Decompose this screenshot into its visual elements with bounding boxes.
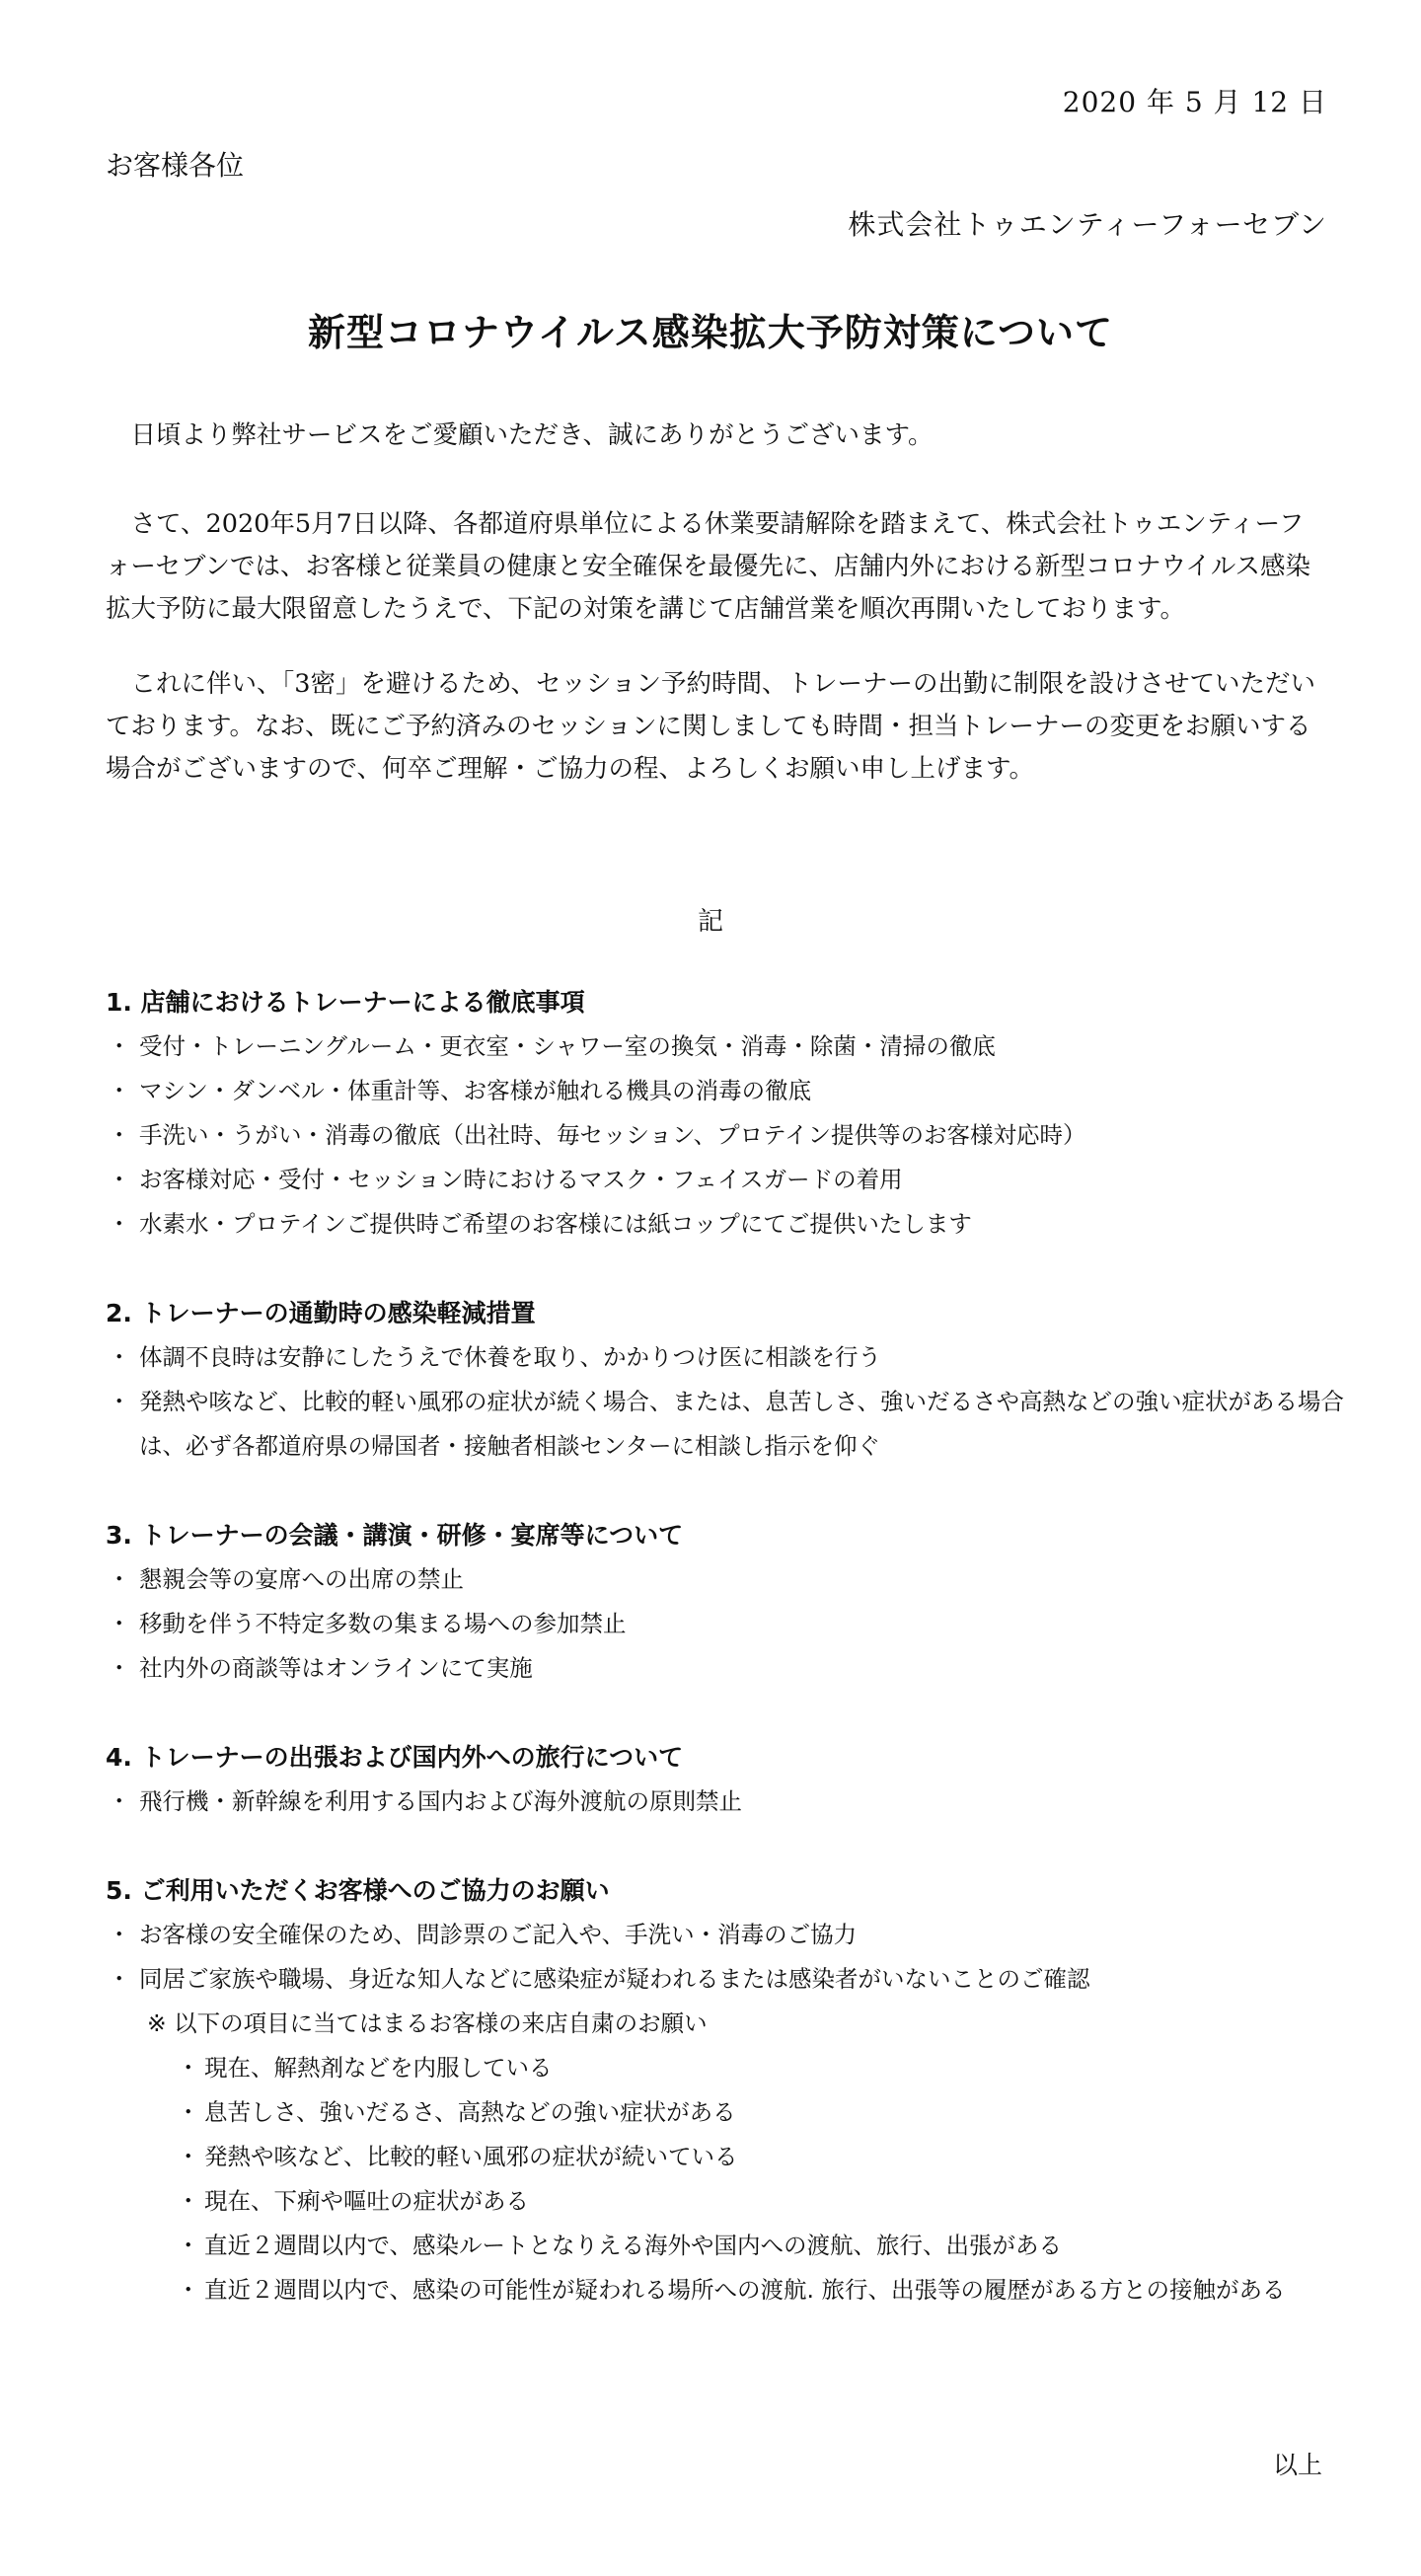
list-item-text: 飛行機・新幹線を利用する国内および海外渡航の原則禁止: [139, 1787, 742, 1815]
bullet: ・: [108, 1654, 131, 1682]
sub-list-item-text: 直近２週間以内で、感染の可能性が疑われる場所への渡航. 旅行、出張等の履歴がある方との接触がある: [204, 2276, 1286, 2304]
section-title: 1. 店舗におけるトレーナーによる徹底事項: [106, 988, 585, 1017]
bullet: ・: [108, 1121, 131, 1149]
sub-list-item: [106, 2179, 1349, 2224]
sub-list-item-text: 息苦しさ、強いだるさ、高熱などの強い症状がある: [204, 2098, 736, 2126]
list-item-text: 発熱や咳など、比較的軽い風邪の症状が続く場合、または、息苦しさ、強いだるさや高熱などの強い症状がある場合は、必ず各都道府県の帰国者・接触者相談センターに相談し指示を仰ぐ: [139, 1388, 1345, 1460]
bullet: ・: [177, 2098, 200, 2126]
list-item: [106, 1602, 1349, 1646]
bullet: ・: [177, 2054, 200, 2082]
list-item: [106, 1380, 1349, 1469]
measures-list: [106, 980, 1349, 2357]
list-item-text: 移動を伴う不特定多数の集まる場への参加禁止: [139, 1610, 627, 1637]
sub-list-item: [106, 2046, 1349, 2090]
list-item-text: 受付・トレーニングルーム・更衣室・シャワー室の換気・消毒・除菌・清掃の徹底: [139, 1032, 996, 1060]
bullet: ・: [108, 1166, 131, 1193]
sub-list-item-text: 現在、解熱剤などを内服している: [204, 2054, 553, 2082]
bullet: ・: [108, 1388, 131, 1415]
bullet: ・: [108, 1343, 131, 1371]
section-title: 4. トレーナーの出張および国内外への旅行について: [106, 1743, 684, 1772]
sub-list-item-text: 現在、下痢や嘔吐の症状がある: [204, 2187, 529, 2215]
bullet: ・: [108, 1921, 131, 1948]
bullet: ・: [108, 1210, 131, 1238]
bullet: ・: [108, 1565, 131, 1593]
section-5: [106, 1868, 1349, 2312]
list-item: [106, 1913, 1349, 1957]
list-item-text: 手洗い・うがい・消毒の徹底（出社時、毎セッション、プロテイン提供等のお客様対応時）: [139, 1121, 1086, 1149]
closing-text: 以上: [1272, 2451, 1322, 2479]
company-name: 株式会社トゥエンティーフォーセブン: [848, 208, 1327, 241]
list-item-text: 社内外の商談等はオンラインにて実施: [139, 1654, 533, 1682]
bullet: ・: [108, 1610, 131, 1637]
section-4: [106, 1735, 1349, 1824]
bullet: ・: [108, 1077, 131, 1104]
list-item-text: 水素水・プロテインご提供時ご希望のお客様には紙コップにてご提供いたします: [139, 1210, 972, 1238]
list-item: [106, 1202, 1349, 1247]
intro-paragraph-3: これに伴い、「3密」を避けるため、セッション予約時間、トレーナーの出勤に制限を設けさせていただいております。なお、既にご予約済みのセッションに関しましても時間・担当トレーナーの変更をお願いする場合がございますので、何卒ご理解・ご協力の程、よろしくお願い申し上げます。: [106, 669, 1315, 784]
list-item: [106, 1957, 1349, 2002]
section-title: 2. トレーナーの通勤時の感染軽減措置: [106, 1299, 536, 1327]
list-item: [106, 1557, 1349, 1602]
section-2: [106, 1291, 1349, 1469]
list-item-text: お客様対応・受付・セッション時におけるマスク・フェイスガードの着用: [139, 1166, 903, 1193]
sub-list-item-text: 発熱や咳など、比較的軽い風邪の症状が続いている: [204, 2143, 738, 2170]
list-item: [106, 1335, 1349, 1380]
section-3: [106, 1513, 1349, 1691]
sub-list-item: [106, 2268, 1339, 2312]
sub-list-item: [106, 2224, 1349, 2268]
bullet: ・: [108, 1032, 131, 1060]
intro-paragraph-1: 日頃より弊社サービスをご愛顧いただき、誠にありがとうございます。: [130, 420, 934, 450]
section-title: 3. トレーナーの会議・講演・研修・宴席等について: [106, 1521, 684, 1550]
list-item-text: お客様の安全確保のため、問診票のご記入や、手洗い・消毒のご協力: [139, 1921, 858, 1948]
list-item: [106, 1113, 1349, 1158]
list-item-text: 同居ご家族や職場、身近な知人などに感染症が疑われるまたは感染者がいないことのご確認: [139, 1965, 1090, 1993]
list-item: [106, 1780, 1349, 1824]
bullet: ・: [108, 1787, 131, 1815]
section-title: 5. ご利用いただくお客様へのご協力のお願い: [106, 1876, 610, 1905]
document-title: 新型コロナウイルス感染拡大予防対策について: [308, 310, 1113, 354]
sub-list-item-text: 直近２週間以内で、感染ルートとなりえる海外や国内への渡航、旅行、出張がある: [204, 2232, 1063, 2259]
recipient: お客様各位: [106, 149, 245, 182]
ki-heading: 記: [697, 907, 723, 937]
intro-paragraph-2: さて、2020年5月7日以降、各都道府県単位による休業要請解除を踏まえて、株式会社トゥエンティーフォーセブンでは、お客様と従業員の健康と安全確保を最優先に、店舗内外における新型コロナウイルス感染拡大予防に最大限留意したうえで、下記の対策を講じて店舗営業を順次再開いたしております。: [106, 509, 1310, 624]
list-item-text: 体調不良時は安静にしたうえで休養を取り、かかりつけ医に相談を行う: [139, 1343, 881, 1371]
sub-list-item: [106, 2135, 1349, 2179]
list-item-text: 懇親会等の宴席への出席の禁止: [139, 1565, 464, 1593]
list-item: [106, 1158, 1349, 1202]
list-item-text: マシン・ダンベル・体重計等、お客様が触れる機具の消毒の徹底: [139, 1077, 812, 1104]
list-item: [106, 1646, 1349, 1691]
document-date: 2020 年 5 月 12 日: [1062, 86, 1327, 118]
list-item: [106, 1069, 1349, 1113]
bullet: ・: [108, 1965, 131, 1993]
bullet: ・: [177, 2143, 200, 2170]
note-text: ※ 以下の項目に当てはまるお客様の来店自粛のお願い: [147, 2009, 708, 2037]
section-1: [106, 980, 1349, 1247]
bullet: ・: [177, 2187, 200, 2215]
bullet: ・: [177, 2232, 200, 2259]
sub-list-item: [106, 2090, 1349, 2135]
list-item: [106, 1024, 1349, 1069]
bullet: ・: [177, 2276, 200, 2304]
